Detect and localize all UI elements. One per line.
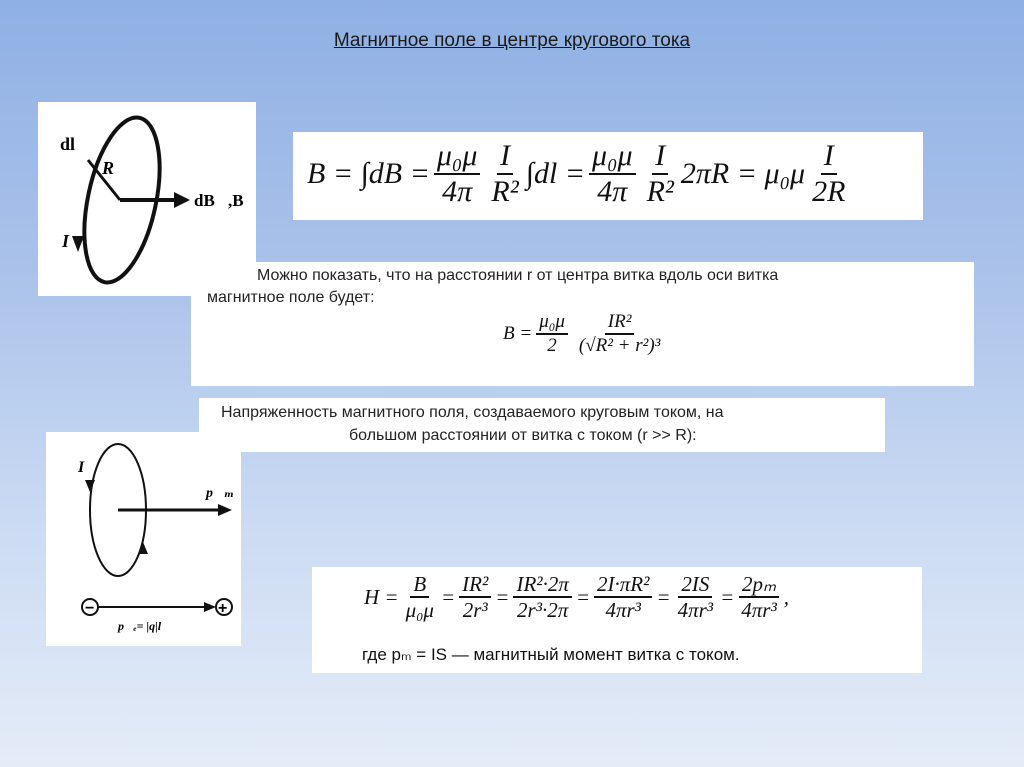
- magnetic-moment-note: где pₘ = IS — магнитный момент витка с током.: [362, 645, 740, 664]
- loop-current-arrow: [85, 480, 95, 492]
- axis-formula-lhs: B =: [503, 322, 533, 344]
- far-formula-num: B: [410, 573, 429, 598]
- far-formula-num: 2I·πR²: [594, 573, 652, 598]
- far-formula-lhs: H =: [364, 584, 399, 609]
- far-field-formula-panel: [312, 567, 922, 673]
- loop-current-arrow-2: [138, 542, 148, 554]
- far-field-line1: Напряженность магнитного поля, создаваемого круговым током, на: [221, 404, 724, 421]
- formula1-den: 4π: [597, 174, 628, 208]
- loop-current-label: I: [78, 459, 85, 476]
- radius-label: R: [102, 158, 115, 178]
- formula1-den: R²: [491, 174, 519, 208]
- far-field-line2: большом расстоянии от витка с током (r >> R):: [349, 427, 697, 444]
- far-formula-num: IR²: [459, 573, 491, 598]
- electric-dipole-label: p⃗ₑ= |q|l⃗: [118, 619, 171, 633]
- dl-label: dl: [60, 134, 76, 154]
- far-formula-num: 2IS: [678, 573, 712, 598]
- moment-arrow-head: [218, 504, 232, 516]
- slide-title: Магнитное поле в центре кругового тока: [333, 30, 691, 51]
- axis-field-panel: [191, 262, 974, 386]
- dipole-figure-panel: [46, 432, 241, 646]
- formula1-part: 2πR = μ₀μ: [680, 156, 806, 190]
- formula1-num: I: [821, 140, 837, 175]
- far-field-text-panel: [199, 398, 885, 452]
- axis-field-formula: [503, 312, 667, 356]
- dipole-arrow-head: [204, 602, 216, 612]
- formula1-part: ∫dl =: [525, 156, 586, 190]
- axis-formula-num: μ₀μ: [536, 312, 568, 335]
- far-formula-den: 2r³: [462, 598, 488, 623]
- current-arrow-head: [72, 236, 84, 252]
- formula1-den: 4π: [442, 174, 473, 208]
- dipole-diagram: [46, 432, 241, 646]
- far-formula-den: μ₀μ: [405, 598, 434, 623]
- axis-formula-den: (√R² + r²)³: [578, 334, 661, 356]
- axis-formula-num: IR²: [605, 312, 635, 335]
- axis-field-line2: магнитное поле будет:: [207, 289, 375, 306]
- magnetic-moment-label: p⃗ₘ: [206, 486, 235, 501]
- far-formula-den: 4πr³: [677, 598, 714, 623]
- axis-field-line1: Можно показать, что на расстоянии r от центра витка вдоль оси витка: [257, 267, 779, 284]
- current-label: I: [62, 231, 70, 251]
- formula1-num: I: [497, 140, 513, 175]
- axis-formula-den: 2: [547, 334, 557, 356]
- formula1-den: 2R: [812, 174, 846, 208]
- formula1-num: μ₀μ: [434, 140, 481, 175]
- far-formula-num: 2pₘ: [739, 573, 779, 598]
- field-arrow-head: [174, 192, 190, 208]
- far-formula-den: 4πr³: [605, 598, 641, 623]
- field-label: dB⃗,B⃗: [194, 191, 256, 210]
- formula1-num: I: [652, 140, 668, 175]
- formula1-den: R²: [646, 174, 674, 208]
- far-formula-den: 4πr³: [741, 598, 777, 623]
- far-field-formula: H = $\frac{B}{\text{μ₀μ}}$ = $\frac{\text{IR²}}{\text{2r³}}$ = $\frac{\text{IR²·2π}}{\text{2r³·2π}}$ = $\frac{\text{2I·πR²}}{\text{4πr³}}$ = $\frac{2IS}{\text{4πr³}}$ = $\frac{\text{2pₘ}}{\text{4πr³}}$ ,: [364, 572, 789, 623]
- far-formula-den: 2r³·2π: [517, 598, 569, 623]
- formula1-num: μ₀μ: [589, 140, 636, 175]
- far-formula-num: IR²·2π: [513, 573, 571, 598]
- minus-sign: −: [85, 600, 95, 617]
- formula1-part: B = ∫dB =: [307, 156, 430, 190]
- formula-center-field-panel: [293, 132, 923, 220]
- plus-sign: +: [218, 600, 228, 617]
- formula-center-field: [307, 140, 852, 207]
